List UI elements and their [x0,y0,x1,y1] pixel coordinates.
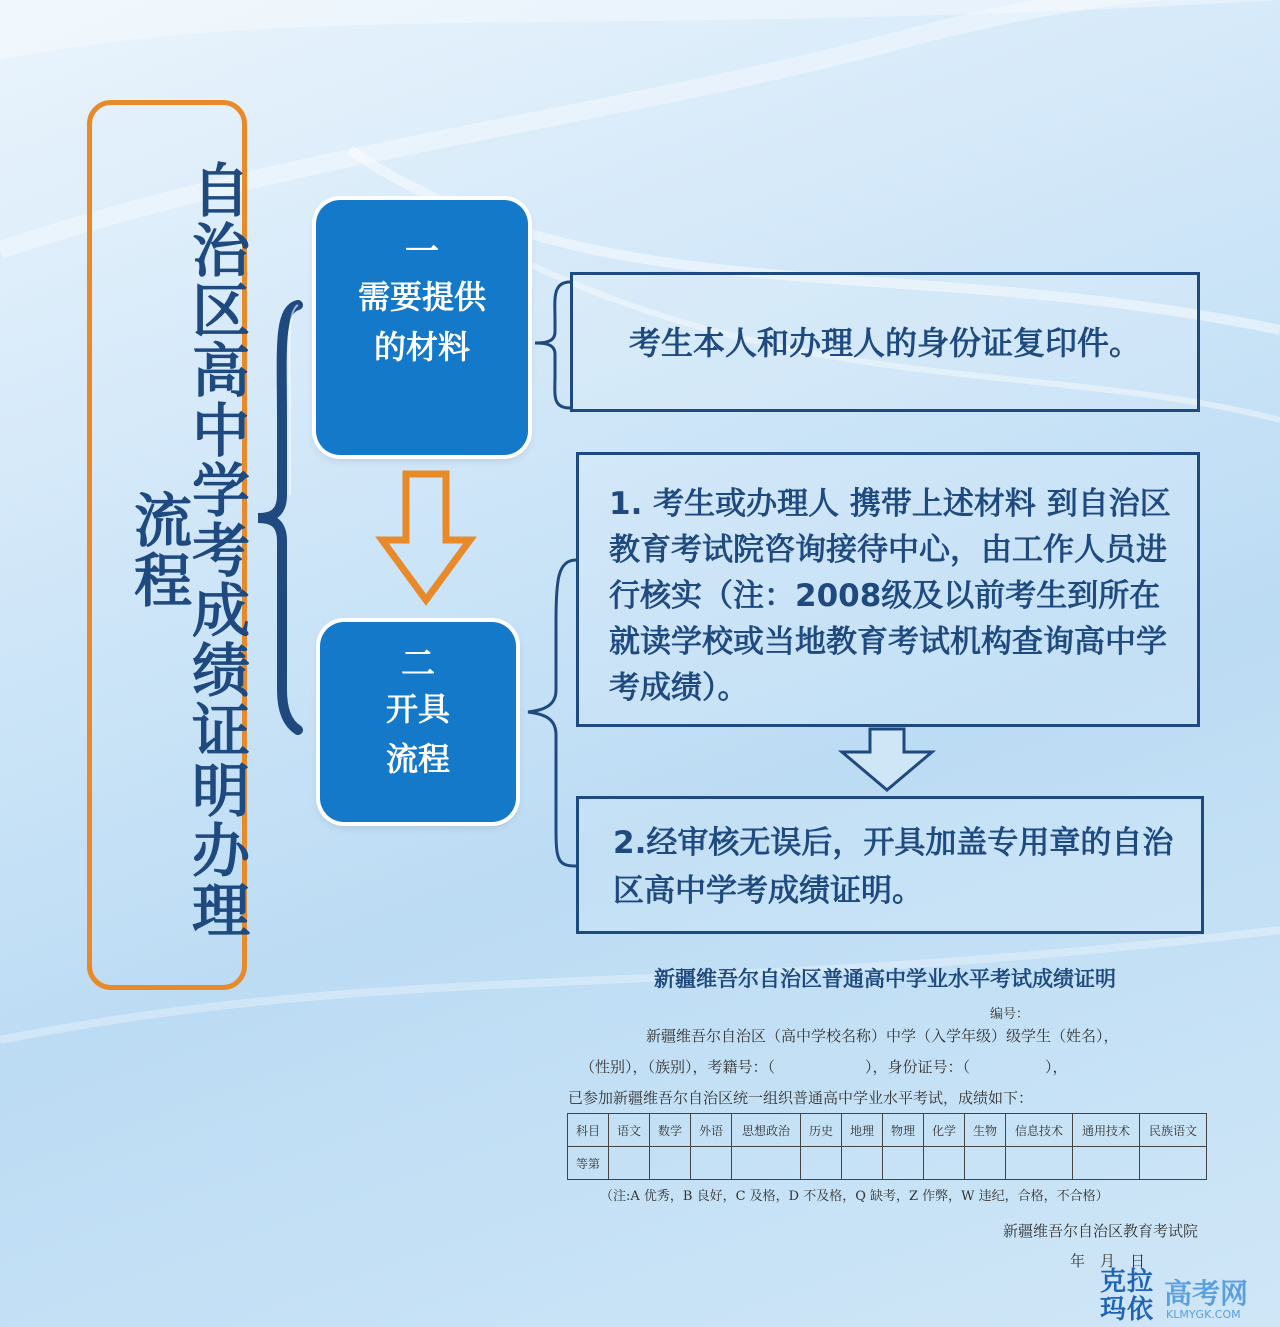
certificate-line-1: 新疆维吾尔自治区（高中学校名称）中学（入学年级）级学生（姓名）， [646,1027,1119,1045]
subject-cell: 思想政治 [732,1114,801,1147]
grade-cell [924,1147,965,1180]
table-header-cell: 科目 [568,1114,609,1147]
certificate-issuer: 新疆维吾尔自治区教育考试院 [1003,1222,1199,1240]
page-title: 自治区高中学考成绩证明办理流程 [124,160,250,940]
subject-cell: 信息技术 [1006,1114,1073,1147]
subject-cell: 地理 [842,1114,883,1147]
certificate-number-label: 编号： [990,1007,1030,1022]
subject-cell: 物理 [883,1114,924,1147]
subject-cell: 生物 [965,1114,1006,1147]
grade-cell [1073,1147,1140,1180]
subject-cell: 历史 [801,1114,842,1147]
grade-cell [1140,1147,1207,1180]
grade-cell [650,1147,691,1180]
step-number: 二 [401,644,435,684]
certificate-date: 年 月 日 [1070,1252,1146,1270]
watermark-brand: 高考网 [1164,1277,1249,1310]
score-table [567,1113,1207,1180]
process-step-1-box: 1. 考生或办理人 携带上述材料 到自治区教育考试院咨询接待中心，由工作人员进行核实（注：2008级及以前考生到所在就读学校或当地教育考试机构查询高中学考成绩）。 [576,452,1200,727]
grade-cell [801,1147,842,1180]
table-row [568,1114,1207,1147]
certificate-title: 新疆维吾尔自治区普通高中学业水平考试成绩证明 [654,967,1116,991]
grade-cell [965,1147,1006,1180]
subject-cell: 语文 [609,1114,650,1147]
process-step-2-box: 2.经审核无误后，开具加盖专用章的自治区高中学考成绩证明。 [576,796,1204,934]
certificate-line-3: 已参加新疆维吾尔自治区统一组织普通高中学业水平考试，成绩如下： [568,1089,1034,1107]
grade-cell [842,1147,883,1180]
grade-cell [883,1147,924,1180]
step-materials [316,200,528,455]
subject-cell: 数学 [650,1114,691,1147]
certificate-line-2: （性别），（族别），考籍号：（ ），身份证号：（ ）， [580,1058,1068,1076]
grade-cell [732,1147,801,1180]
watermark-url: KLMYGK.COM [1166,1308,1241,1321]
title-frame [87,100,250,990]
subject-cell: 民族语文 [1140,1114,1207,1147]
grade-cell [1006,1147,1073,1180]
step-label: 需要提供 的材料 [357,278,486,366]
certificate-note: （注:A 优秀，B 良好，C 及格，D 不及格，Q 缺考，Z 作弊，W 违纪，合格，不合格） [600,1189,1109,1204]
site-watermark [1100,1268,1278,1326]
step-number: 一 [405,232,439,272]
grade-cell [609,1147,650,1180]
step-process [320,622,516,822]
watermark-logo-text: 克拉 玛依 [1100,1267,1155,1325]
subject-cell: 化学 [924,1114,965,1147]
step-label: 开具 流程 [385,690,450,778]
materials-box: 考生本人和办理人的身份证复印件。 [570,272,1200,412]
table-header-cell: 等第 [568,1147,609,1180]
table-row [568,1147,1207,1180]
subject-cell: 通用技术 [1073,1114,1140,1147]
subject-cell: 外语 [691,1114,732,1147]
grade-cell [691,1147,732,1180]
